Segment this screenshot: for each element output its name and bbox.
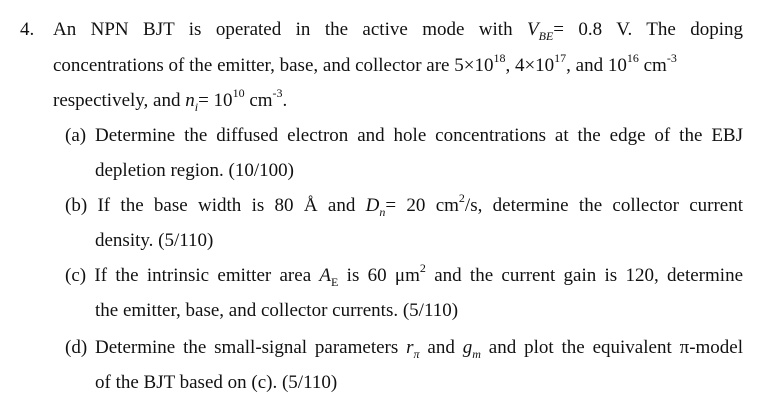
vbe-symbol: $V_{BE}$ [527,19,554,43]
question-number: 4. [20,19,35,40]
intro-text-1a: An NPN BJT is operated in the active mode with [53,19,513,40]
dn-symbol: $D_n$ [365,195,386,219]
gm-symbol: $g_m$ [462,337,481,361]
part-d-line-1: (d) Determine the small-signal parameters $r_\pi$ and $g_m$ and plot the equivalent π-model [65,337,744,361]
part-a-line-2: depletion region. (10/100) [95,160,294,181]
part-b-line-2: density. (5/110) [95,230,214,251]
part-a-line-1: (a) Determine the diffused electron and hole concentrations at the edge of the EBJ [65,125,743,146]
rpi-symbol: $r_\pi$ [406,337,420,361]
part-c-line-2: the emitter, base, and collector currents. (5/110) [95,300,459,321]
ni-symbol: $n_i$ [185,90,199,114]
ae-symbol: $A_E$ [319,265,339,289]
part-b-line-1: (b) If the base width is 80 Å and $D_n= 20$ $cm^2/s$, determine the collector current [65,190,743,219]
intro-line-1 [53,18,743,42]
part-c-line-1: (c) If the intrinsic emitter area $A_E$ is 60 $\mu m^2$ and the current gain is 120, determine [65,260,744,289]
intro-line-2: concentrations of the emitter, base, and collector are $5\times 10^{18}$, $4\times 10^{17}$, and $10^{16}$ $cm^{-3}$ [53,50,677,76]
part-d-line-2: of the BJT based on (c). (5/110) [95,372,338,393]
intro-text-1b: = 0.8 V. The doping [553,19,744,40]
intro-line-3: respectively, and $n_i= 10^{10}$ $cm^{-3}$. [53,85,288,114]
